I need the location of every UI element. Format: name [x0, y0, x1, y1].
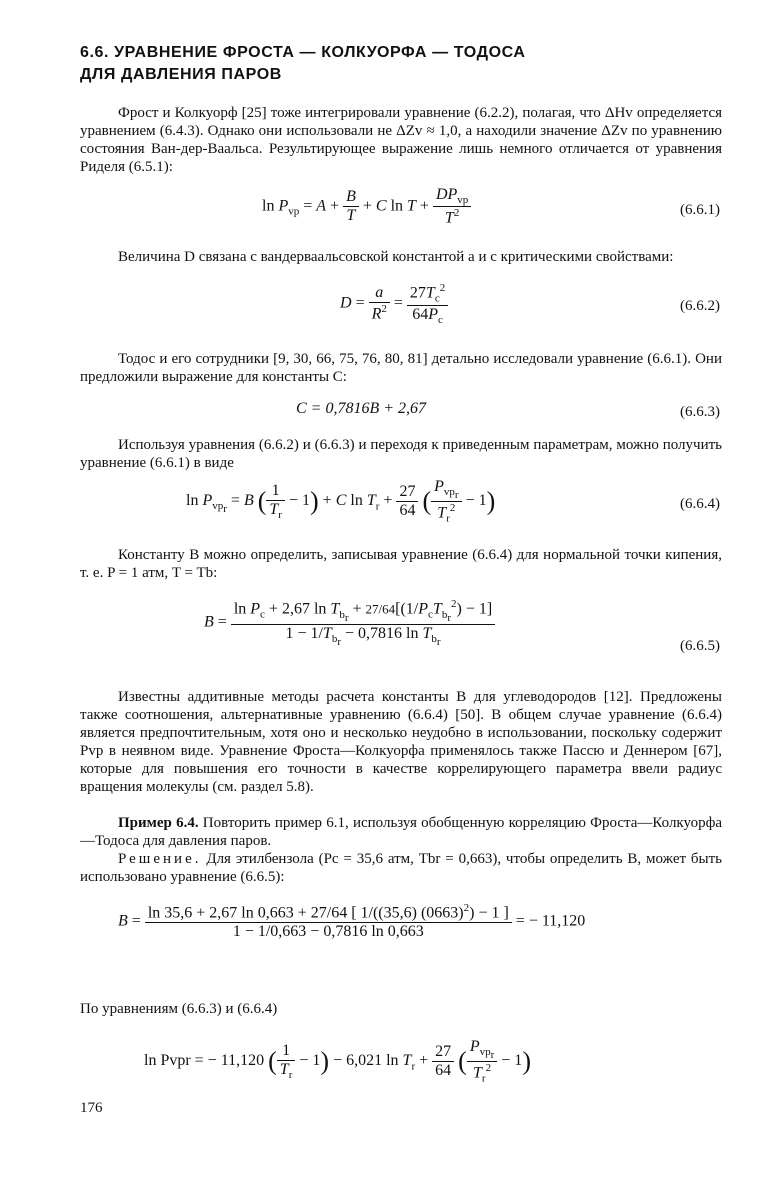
equation-6-6-2: D = $\frac{a}{R^2}$ = $\frac{27T_c^2}{64P_c}$ [340, 282, 448, 326]
equation-worked-result: = − 11,120 [515, 912, 586, 930]
paragraph-boiling [80, 546, 722, 582]
paragraph-by-equations [80, 1000, 722, 1018]
paragraph-boiling-text: Константу B можно определить, записывая уравнение (6.6.4) для нормальной точки кипения, т. е. P = 1 атм, T = Tb: [80, 547, 722, 581]
equation-final-lead: ln Pvpr = − 11,120 [144, 1052, 265, 1070]
paragraph-by-equations-text: По уравнениям (6.6.3) и (6.6.4) [80, 1001, 278, 1017]
example-label: Пример 6.4. [118, 815, 199, 831]
paragraph-example-text: Повторить пример 6.1, используя обобщенную корреляцию Фроста—Колкуорфа—Тодоса для давления паров. [80, 815, 723, 849]
paragraph-solution [80, 850, 722, 886]
section-heading [80, 42, 700, 86]
paragraph-todos-text: Тодос и его сотрудники [9, 30, 66, 75, 76, 80, 81] детально исследовали уравнение (6.6.1). Они предложили выражение для константы C: [80, 351, 722, 385]
paragraph-d-constant-text: Величина D связана с вандерваальсовской константой a и с критическими свойствами: [118, 249, 674, 265]
solution-label: Решение. [118, 851, 202, 867]
paragraph-intro [80, 104, 722, 176]
equation-number-6-6-1: (6.6.1) [680, 202, 720, 218]
paragraph-todos [80, 350, 722, 386]
equation-6-6-4: $\ln P_{vp_r} = B$ ( $\frac{1}{T_r}$ − 1) + C $\ln T_r$ + $\frac{27}{64}$ ( $\frac{P_{vp_r}}{T_r^2}$ − 1) [186, 478, 496, 525]
equation-number-6-6-5: (6.6.5) [680, 638, 720, 654]
equation-final: ln Pvpr = − 11,120 ( $\frac{1}{T_r}$ − 1) − 6,021 $\ln T_r$ + $\frac{27}{64}$ ( $\frac{P_{vp_r}}{T_r^2}$ − 1) [144, 1038, 531, 1085]
paragraph-intro-text: Фрост и Колкуорф [25] тоже интегрировали уравнение (6.2.2), полагая, что ΔHv определяется уравнением (6.4.3). Однако они использовали не ΔZv ≈ 1,0, а находили значение ΔZv по уравнению состояния Ван-дер-Ваальса. Результирующее выражение лишь немного отличается от уравнения Риделя (6.5.1): [80, 105, 722, 175]
equation-6-6-5: B = $\frac{\ln P_c + 2,67 \ln T_{b_r} + 27/64[(1/P_cT_{b_r}^2) - 1]}{1 - 1/T_{b_r} - 0,7816 \ln T_{b_r}}$ [204, 598, 495, 648]
paragraph-reduced-text: Используя уравнения (6.6.2) и (6.6.3) и переходя к приведенным параметрам, можно получить уравнение (6.6.1) в виде [80, 437, 722, 471]
paragraph-example [80, 814, 722, 850]
paragraph-d-constant [80, 248, 722, 266]
equation-number-6-6-4: (6.6.4) [680, 496, 720, 512]
paragraph-reduced [80, 436, 722, 472]
equation-6-6-1: $\ln P_{vp} = A$ + $\frac{B}{T}$ + C ln T + $\frac{DP_{vp}}{T^2}$ [262, 186, 471, 228]
paragraph-additive [80, 688, 722, 796]
paragraph-solution-text: Для этилбензола (Pc = 35,6 атм, Tbr = 0,663), чтобы определить B, может быть использовано уравнение (6.6.5): [80, 851, 722, 885]
section-title-line1: 6.6. УРАВНЕНИЕ ФРОСТА — КОЛКУОРФА — ТОДОСА [80, 44, 526, 61]
equation-number-6-6-2: (6.6.2) [680, 298, 720, 314]
page-number: 176 [80, 1100, 103, 1116]
equation-6-6-3: C = 0,7816B + 2,67 [296, 400, 427, 417]
paragraph-additive-text: Известны аддитивные методы расчета константы B для углеводородов [12]. Предложены также соотношения, альтернативные уравнению (6.6.4) [50]. В общем случае уравнение (6.6.4) является предпочтительным, хотя оно и несколько неудобно в использовании, поскольку содержит Pvp в неявном виде. Уравнение Фроста—Колкуорфа применялось также Пассю и Деннером [67], которые для повышения его точности в качестве коррелирующего параметра ввели радиус вращения молекулы (см. раздел 5.8). [80, 689, 722, 795]
equation-number-6-6-3: (6.6.3) [680, 404, 720, 420]
section-title-line2: ДЛЯ ДАВЛЕНИЯ ПАРОВ [80, 66, 282, 83]
equation-worked-b: B = $\frac{\ln 35,6 + 2,67 \ln 0,663 + 27/64 [ 1/((35,6) (0663)^2) - 1 ]}{1 - 1/0,663 - 0,7816 \ln 0,663}$ = − 11,120 [118, 902, 586, 941]
